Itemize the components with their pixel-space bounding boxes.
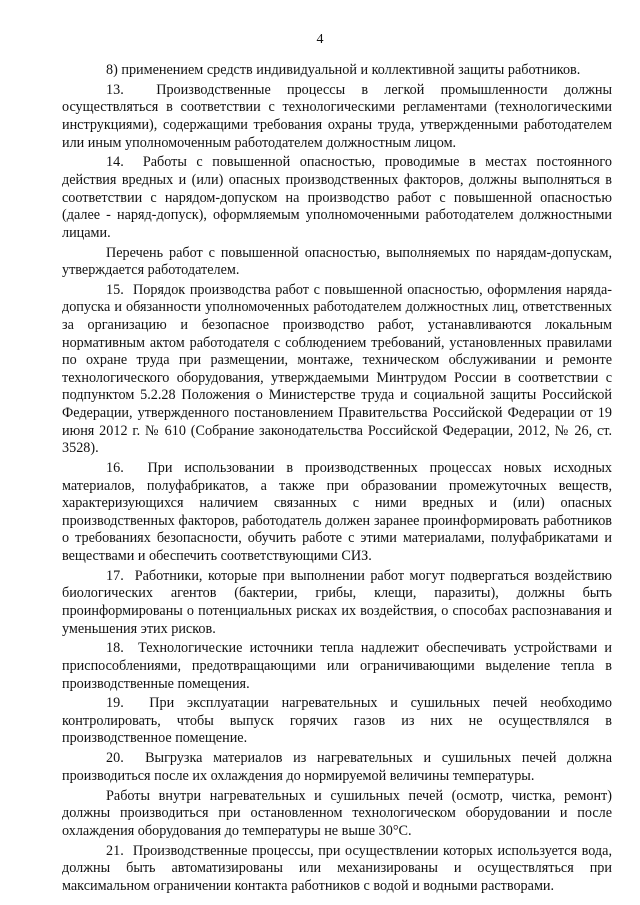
paragraph-18: 18. Технологические источники тепла надлежит обеспечивать устройствами и приспособлениями, предотвращающими или ограничивающими выделение тепла в производственные помещения. xyxy=(62,640,612,692)
paragraph-21: 21. Производственные процессы, при осуществлении которых используется вода, должны быть автоматизированы или механизированы и осуществляться при максимальном ограничении контакта работников с водой и водными растворами. xyxy=(62,842,612,894)
paragraph-13: 13. Производственные процессы в легкой промышленности должны осуществляться в соответствии с технологическими регламентами (технологическими инструкциями), содержащими требования охраны труда, утвержденными работодателем или иным уполномоченным работодателем должностным лицом. xyxy=(62,81,612,151)
page-number: 4 xyxy=(316,32,324,47)
paragraph-15: 15. Порядок производства работ с повышенной опасностью, оформления наряда-допуска и обязанности уполномоченных работодателем должностных лиц, ответственных за организацию и безопасное производство работ, устанавливаются локальным нормативным актом работодателя с соблюдением требований, установленных правилами по охране труда при размещении, монтаже, техническом обслуживании и ремонте технологического оборудования, утверждаемыми Минтрудом России в соответствии с подпунктом 5.2.28 Положения о Министерстве труда и социальной защиты Российской Федерации, утвержденного постановлением Правительства Российской Федерации от 19 июня 2012 г. № 610 (Собрание законодательства Российской Федерации, 2012, № 26, ст. 3528). xyxy=(62,281,612,457)
paragraph-20: 20. Выгрузка материалов из нагревательных и сушильных печей должна производиться после их охлаждения до нормируемой величины температуры. xyxy=(62,750,612,784)
paragraph-16: 16. При использовании в производственных процессах новых исходных материалов, полуфабрикатов, а также при образовании промежуточных веществ, характеризующихся наличием связанных с ними вредных и (или) опасных производственных факторов, работодатель должен заранее проинформировать работников о требованиях безопасности, обучить работе с этими материалами, полуфабрикатами и веществами и обеспечить соответствующими СИЗ. xyxy=(62,460,612,564)
paragraph-item-8: 8) применением средств индивидуальной и коллективной защиты работников. xyxy=(106,62,581,78)
paragraph-17: 17. Работники, которые при выполнении работ могут подвергаться воздействию биологических агентов (бактерии, грибы, клещи, паразиты), должны быть проинформированы о потенциальных рисках их воздействия, о способах распознавания и уменьшения этих рисков. xyxy=(62,567,612,637)
document-body xyxy=(62,62,612,898)
paragraph-14-list: Перечень работ с повышенной опасностью, выполняемых по нарядам-допускам, утверждается работодателем. xyxy=(62,244,612,279)
paragraph-14: 14. Работы с повышенной опасностью, проводимые в местах постоянного действия вредных и (или) опасных производственных факторов, должны выполняться в соответствии с нарядом-допуском на производство работ с повышенной опасностью (далее - наряд-допуск), оформляемым уполномоченными работодателем должностными лицами. xyxy=(62,154,612,241)
paragraph-20-works: Работы внутри нагревательных и сушильных печей (осмотр, чистка, ремонт) должны производиться при остановленном технологическом оборудовании и после охлаждения оборудования до температуры не выше 30°С. xyxy=(62,787,612,839)
paragraph-19: 19. При эксплуатации нагревательных и сушильных печей необходимо контролировать, чтобы выпуск горячих газов из них не осуществлялся в производственное помещение. xyxy=(62,695,612,747)
